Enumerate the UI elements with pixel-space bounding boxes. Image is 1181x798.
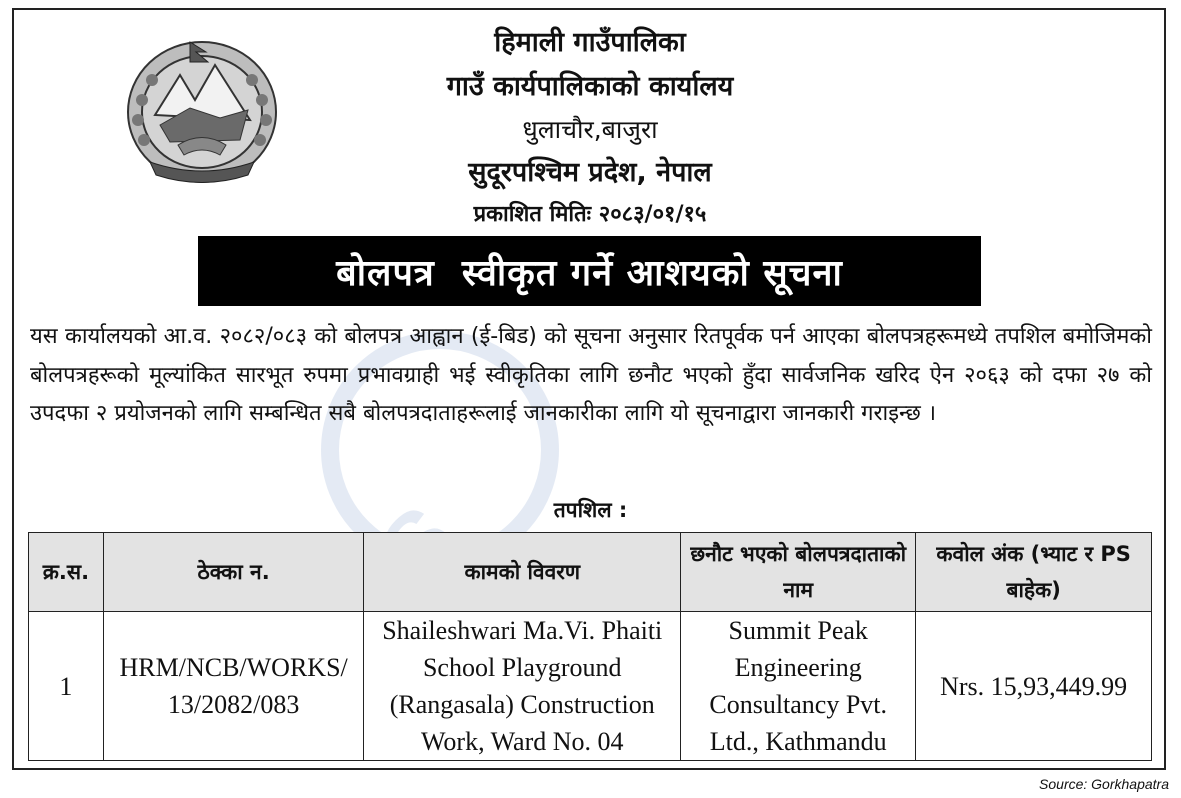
notice-title-text: बोलपत्र स्वीकृत गर्ने आशयको सूचना: [336, 252, 843, 294]
notice-title: [198, 236, 981, 306]
header-contract-no: ठेक्का न.: [103, 533, 364, 612]
province-country: सुदूरपश्चिम प्रदेश, नेपाल: [468, 157, 712, 188]
bid-table: [28, 532, 1152, 761]
published-date: प्रकाशित मितिः २०८३/०१/१५: [473, 202, 707, 227]
table-label: तपशिल :: [553, 498, 628, 522]
office-location: धुलाचौर,बाजुरा: [522, 115, 658, 144]
cell-bidder-name: Summit Peak Engineering Consultancy Pvt. Ltd., Kathmandu: [681, 612, 916, 761]
table-header-row: [29, 533, 1152, 612]
cell-contract-no: HRM/NCB/WORKS/ 13/2082/083: [103, 612, 364, 761]
office-name: गाउँ कार्यपालिकाको कार्यालय: [446, 71, 734, 102]
municipality-name: हिमाली गाउँपालिका: [494, 27, 686, 58]
header-work-description: कामको विवरण: [364, 533, 681, 612]
header-serial: क्र.स.: [29, 533, 104, 612]
cell-bid-amount: Nrs. 15,93,449.99: [916, 612, 1152, 761]
source-credit: Source: Gorkhapatra: [1039, 776, 1169, 792]
cell-work-description: Shaileshwari Ma.Vi. Phaiti School Playground (Rangasala) Construction Work, Ward No. 04: [364, 612, 681, 761]
nepal-emblem-icon: [120, 30, 285, 190]
notice-body: यस कार्यालयको आ.व. २०८२/०८३ को बोलपत्र आह्वान (ई-बिड) को सूचना अनुसार रितपूर्वक पर्न आएका बोलपत्रहरूमध्ये तपशिल बमोजिमको बोलपत्रहरूको मूल्यांकित सारभूत रुपमा प्रभावग्राही भई स्वीकृतिका लागि छनौट भएको हुँदा सार्वजनिक खरिद ऐन २०६३ को दफा २७ को उपदफा २ प्रयोजनको लागि सम्बन्धित सबै बोलपत्रदाताहरूलाई जानकारीका लागि यो सूचनाद्वारा जानकारी गराइन्छ ।: [30, 324, 1152, 426]
header-bidder-name: छनौट भएको बोलपत्रदाताको नाम: [681, 533, 916, 612]
table-row: [29, 612, 1152, 761]
header-bid-amount: कवोल अंक (भ्याट र PS बाहेक): [916, 533, 1152, 612]
cell-serial: 1: [29, 612, 104, 761]
